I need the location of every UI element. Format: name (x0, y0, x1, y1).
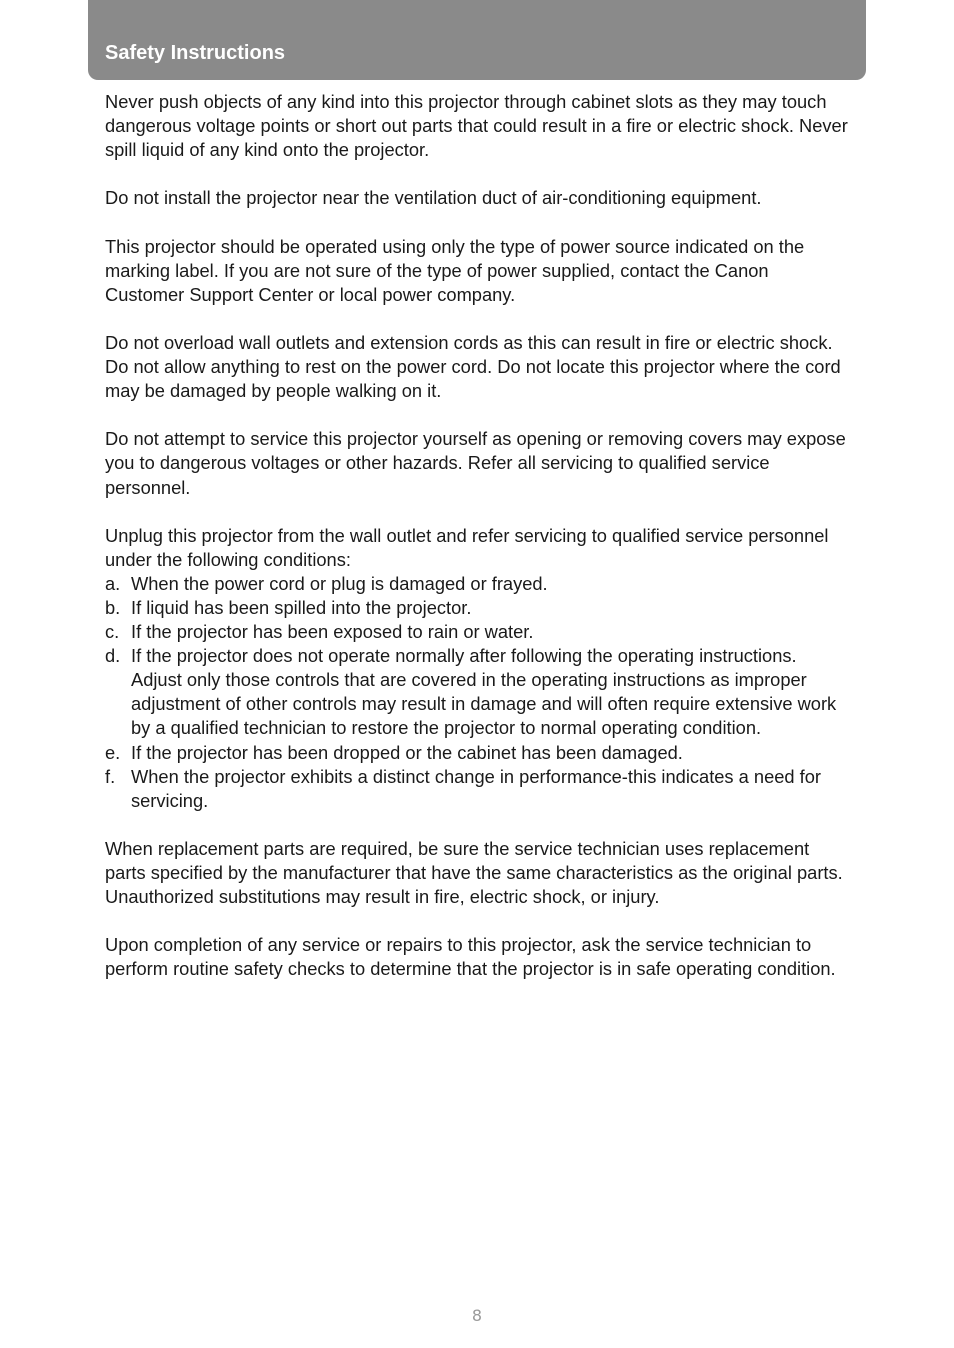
list-item-text: If the projector does not operate normally after following the operating instructions. Adjust only those controls that are covered in the operating instructions as improper adjustment of other controls may result in damage and will often require extensive work by a qualified technician to restore the projector to normal operating condition. (131, 645, 837, 739)
list-marker: f. (105, 765, 116, 787)
list-item (105, 620, 850, 644)
section-title: Safety Instructions (105, 42, 286, 64)
list-item (105, 596, 850, 620)
paragraph-objects-warning: Never push objects of any kind into this projector through cabinet slots as they may touch dangerous voltage points or short out parts that could result in a fire or electric shock. Never spill liquid of any kind onto the projector. (105, 91, 848, 161)
list-item-text: If liquid has been spilled into the projector. (131, 596, 472, 618)
condition-list (105, 572, 850, 813)
list-item (105, 741, 850, 765)
list-item (105, 644, 850, 740)
document-body (105, 90, 850, 1006)
page-number: 8 (471, 1306, 483, 1325)
list-marker: e. (105, 741, 121, 763)
list-marker: c. (105, 621, 120, 643)
paragraph-service-warning: Do not attempt to service this projector yourself as opening or removing covers may expose you to dangerous voltages or other hazards. Refer all servicing to qualified service personnel. (105, 428, 846, 498)
paragraph-power-source: This projector should be operated using only the type of power source indicated on the marking label. If you are not sure of the type of power supplied, contact the Canon Customer Support Center or local power company. (105, 235, 805, 305)
list-marker: a. (105, 572, 121, 594)
paragraph-unplug-intro: Unplug this projector from the wall outlet and refer servicing to qualified service personnel under the following conditions: (105, 524, 829, 570)
list-item-text: If the projector has been dropped or the cabinet has been damaged. (131, 741, 683, 763)
paragraph-replacement-parts: When replacement parts are required, be sure the service technician uses replacement parts specified by the manufacturer that have the same characteristics as the original parts. Unauthorized substitutions may result in fire, electric shock, or injury. (105, 837, 843, 908)
list-marker: b. (105, 596, 121, 618)
list-item (105, 572, 850, 596)
list-item (105, 765, 850, 813)
list-marker: d. (105, 645, 121, 667)
list-item-text: When the projector exhibits a distinct change in performance-this indicates a need for servicing. (131, 765, 821, 811)
paragraph-ventilation-warning: Do not install the projector near the ventilation duct of air-conditioning equipment. (105, 187, 762, 209)
list-item-text: When the power cord or plug is damaged or frayed. (131, 572, 548, 594)
list-item-text: If the projector has been exposed to rain or water. (131, 621, 534, 643)
section-header-bar (88, 0, 866, 80)
paragraph-overload-warning: Do not overload wall outlets and extension cords as this can result in fire or electric shock. Do not allow anything to rest on the power cord. Do not locate this projector where the cord may be damaged by people walking on it. (105, 331, 841, 402)
paragraph-safety-checks: Upon completion of any service or repairs to this projector, ask the service technician to perform routine safety checks to determine that the projector is in safe operating condition. (105, 934, 836, 980)
